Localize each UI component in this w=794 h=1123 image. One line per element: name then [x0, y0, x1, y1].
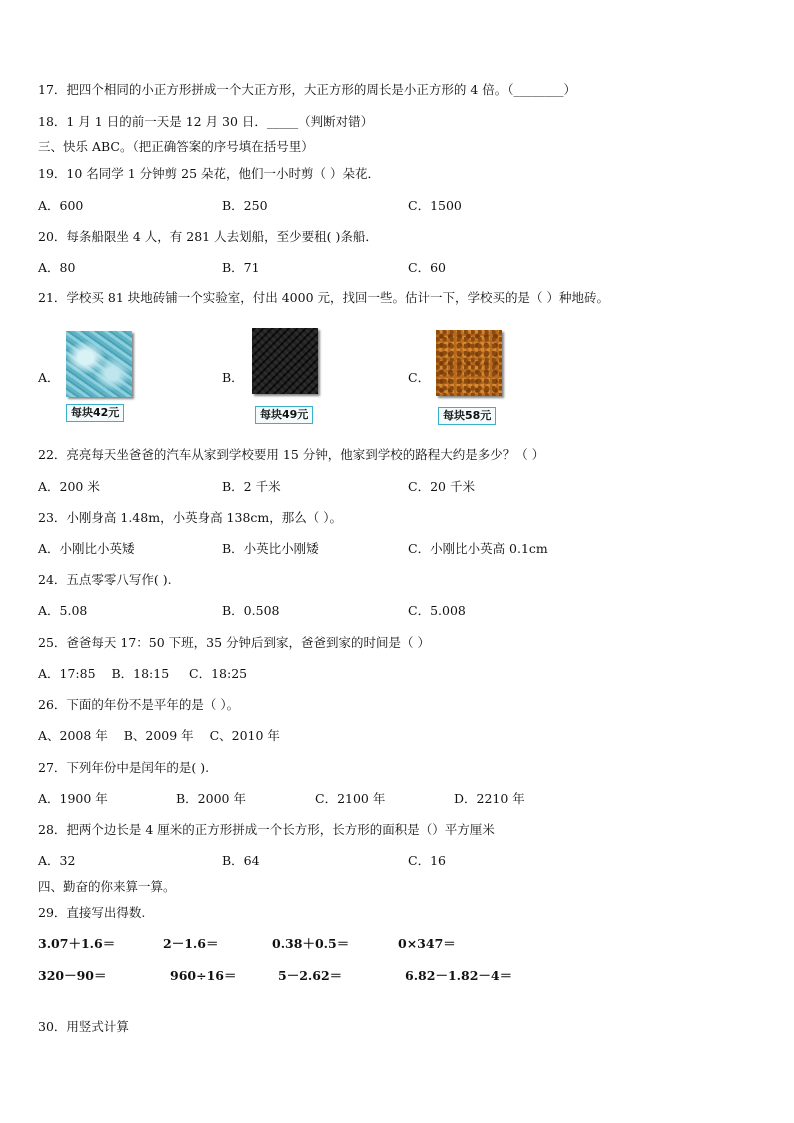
calc-item: 2－1.6＝: [163, 936, 219, 951]
question-17: 17．把四个相同的小正方形拼成一个大正方形，大正方形的周长是小正方形的 4 倍。（________）: [38, 82, 577, 97]
question-23: 23．小刚身高 1.48m，小英身高 138cm，那么（ ）。: [38, 510, 342, 525]
q19-option-b: B．250: [222, 198, 268, 213]
q28-option-b: B．64: [222, 853, 260, 868]
tile-c-image: [436, 330, 502, 396]
tile-b-image: [252, 328, 318, 394]
section-3-heading: 三、快乐 ABC。（把正确答案的序号填在括号里）: [38, 139, 314, 154]
calc-item: 0.38＋0.5＝: [272, 936, 350, 951]
section-4-heading: 四、勤奋的你来算一算。: [38, 879, 176, 894]
question-24: 24．五点零零八写作( ).: [38, 572, 172, 587]
q19-option-c: C．1500: [408, 198, 462, 213]
q21-option-a: A．: [38, 370, 60, 385]
q25-options: A．17:85 B．18:15 C．18:25: [38, 666, 248, 681]
q22-option-b: B．2 千米: [222, 479, 281, 494]
question-28: 28．把两个边长是 4 厘米的正方形拼成一个长方形，长方形的面积是（）平方厘米: [38, 822, 495, 837]
q27-option-b: B．2000 年: [176, 791, 246, 806]
tile-a-image: [66, 331, 132, 397]
calc-item: 0×347＝: [398, 936, 456, 951]
question-21: 21．学校买 81 块地砖铺一个实验室，付出 4000 元，找回一些。估计一下，学校买的是（ ）种地砖。: [38, 290, 609, 305]
tile-a-price: 每块42元: [66, 404, 124, 422]
q21-option-c: C．: [408, 370, 431, 385]
question-20: 20．每条船限坐 4 人，有 281 人去划船，至少要租( )条船．: [38, 229, 378, 244]
q27-option-c: C．2100 年: [315, 791, 386, 806]
tile-c-price: 每块58元: [438, 407, 496, 425]
question-25: 25．爸爸每天 17：50 下班，35 分钟后到家，爸爸到家的时间是（ ）: [38, 635, 431, 650]
question-22: 22．亮亮每天坐爸爸的汽车从家到学校要用 15 分钟，他家到学校的路程大约是多少？（ ）: [38, 447, 545, 462]
question-19: 19．10 名同学 1 分钟剪 25 朵花，他们一小时剪（ ）朵花．: [38, 166, 381, 181]
q26-options: A、2008 年 B、2009 年 C、2010 年: [38, 728, 280, 743]
q28-option-c: C．16: [408, 853, 446, 868]
q20-option-c: C．60: [408, 260, 446, 275]
question-26: 26．下面的年份不是平年的是（ ）。: [38, 697, 240, 712]
q28-option-a: A．32: [38, 853, 76, 868]
question-18: 18．1 月 1 日的前一天是 12 月 30 日．_____（判断对错）: [38, 114, 374, 129]
tile-b-price: 每块49元: [255, 406, 313, 424]
q21-option-b: B．: [222, 370, 244, 385]
q23-option-b: B．小英比小刚矮: [222, 541, 319, 556]
calc-item: 320－90＝: [38, 968, 107, 983]
calc-item: 6.82－1.82－4＝: [405, 968, 513, 983]
calc-item: 5－2.62＝: [278, 968, 343, 983]
q24-option-c: C．5.008: [408, 603, 466, 618]
q27-option-a: A．1900 年: [38, 791, 108, 806]
question-27: 27．下列年份中是闰年的是( ).: [38, 760, 210, 775]
q24-option-b: B．0.508: [222, 603, 280, 618]
q19-option-a: A．600: [38, 198, 84, 213]
q23-option-a: A．小刚比小英矮: [38, 541, 135, 556]
q22-option-a: A．200 米: [38, 479, 100, 494]
q22-option-c: C．20 千米: [408, 479, 475, 494]
q20-option-b: B．71: [222, 260, 260, 275]
calc-item: 3.07＋1.6＝: [38, 936, 116, 951]
q23-option-c: C．小刚比小英高 0.1cm: [408, 541, 548, 556]
q20-option-a: A．80: [38, 260, 76, 275]
question-30: 30．用竖式计算: [38, 1019, 129, 1034]
question-29: 29．直接写出得数.: [38, 905, 146, 920]
q27-option-d: D．2210 年: [454, 791, 525, 806]
q24-option-a: A．5.08: [38, 603, 88, 618]
calc-item: 960÷16＝: [170, 968, 237, 983]
